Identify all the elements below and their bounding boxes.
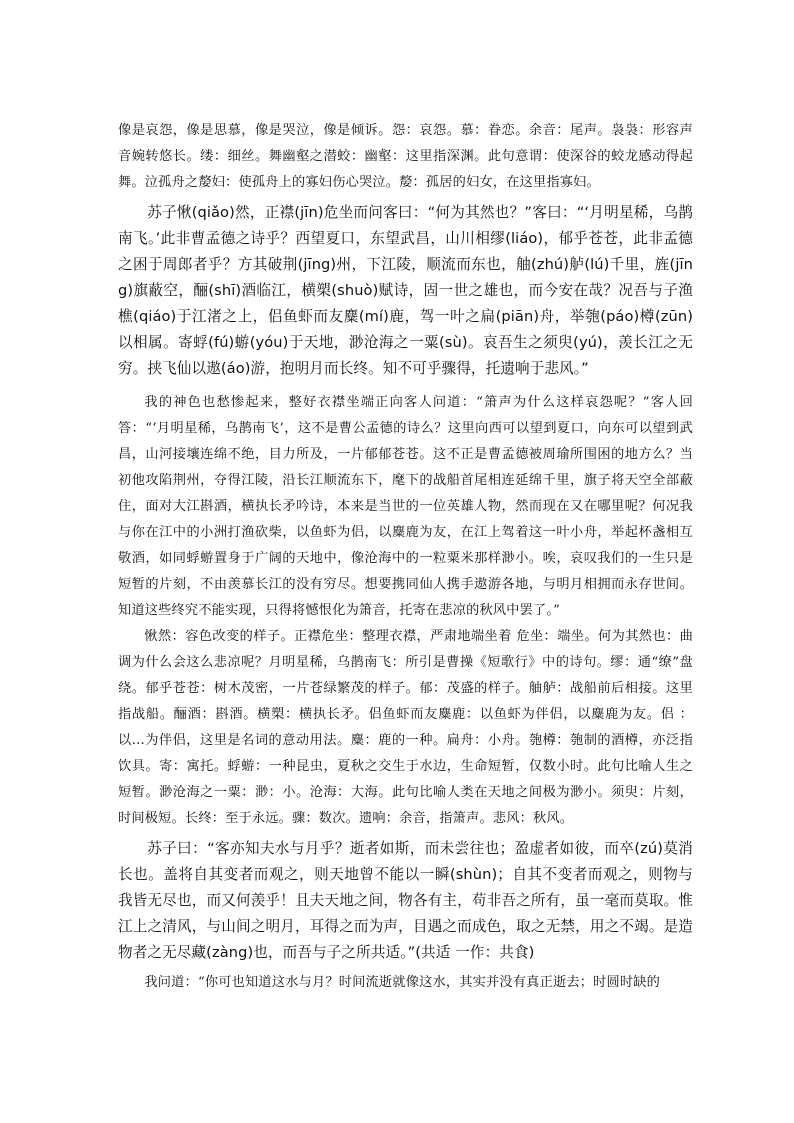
translation-paragraph: 我的神色也愁惨起来，整好衣襟坐端正向客人问道：“箫声为什么这样哀怨呢？”客人回答：“‘月明星稀，乌鹊南飞’，这不是曹公孟德的诗么？这里向西可以望到夏口，向东可以望到武昌，山河接壤连绵不绝，目力所及，一片郁郁苍苍。这不正是曹孟德被周瑜所围困的地方么？当初他攻陷荆州，夺得江陵，沿长江顺流东下，麾下的战船首尾相连延绵千里，旗子将天空全部蔽住，面对大江斟酒，横执长矛吟诗，本来是当世的一位英雄人物，然而现在又在哪里呢？何况我与你在江中的小洲打渔砍柴，以鱼虾为侣，以麋鹿为友，在江上驾着这一叶小舟，举起杯盏相互敬酒，如同蜉蝣置身于广阔的天地中，像沧海中的一粒粟米那样渺小。唉，哀叹我们的一生只是短暂的片刻，不由羡慕长江的没有穷尽。想要携同仙人携手遨游各地，与明月相拥而永存世间。知道这些终究不能实现，只得将憾恨化为箫音，托寄在悲凉的秋风中罢了。” xyxy=(118,395,693,618)
translation-paragraph: 我问道：“你可也知道这水与月？时间流逝就像这水，其实并没有真正逝去；时圆时缺的 xyxy=(144,975,661,990)
original-text-paragraph: 苏子愀(qiǎo)然，正襟(jīn)危坐而问客曰：“何为其然也？”客曰：“‘月明星稀，乌鹊南飞。’此非曹孟德之诗乎？西望夏口，东望武昌，山川相缪(liáo)，郁乎苍苍，此非孟德之困于周郎者乎？方其破荆(jīng)州，下江陵，顺流而东也，舳(zhú)舻(lú)千里，旌(jīng)旗蔽空，酾(shī)酒临江，横槊(shuò)赋诗，固一世之雄也，而今安在哉？况吾与子渔樵(qiáo)于江渚之上，侣鱼虾而友麋(mí)鹿，驾一叶之扁(piān)舟，举匏(páo)樽(zūn)以相属。寄蜉(fú)蝣(yóu)于天地，渺沧海之一粟(sù)。哀吾生之须臾(yú)，羡长江之无穷。挟飞仙以遨(áo)游，抱明月而长终。知不可乎骤得，托遗响于悲风。” xyxy=(118,204,693,377)
document-page xyxy=(118,118,693,996)
annotation-paragraph: 愀然：容色改变的样子。正襟危坐：整理衣襟，严肃地端坐着 危坐：端坐。何为其然也：曲调为什么会这么悲凉呢？月明星稀，乌鹊南飞：所引是曹操《短歌行》中的诗句。缪：通“缭”盘绕。郁乎苍苍：树木茂密，一片苍绿繁茂的样子。郁：茂盛的样子。舳舻：战船前后相接。这里指战船。酾酒：斟酒。横槊：横执长矛。侣鱼虾而友麋鹿：以鱼虾为伴侣，以麋鹿为友。侣 ：以...为伴侣，这里是名词的意动用法。麋：鹿的一种。扁舟：小舟。匏樽：匏制的酒樽，亦泛指饮具。寄：寓托。蜉蝣：一种昆虫，夏秋之交生于水边，生命短暂，仅数小时。此句比喻人生之短暂。渺沧海之一粟：渺：小。沧海：大海。此句比喻人类在天地之间极为渺小。须臾：片刻，时间极短。长终：至于永远。骤：数次。遗响：余音，指箫声。悲风：秋风。 xyxy=(118,629,693,826)
original-text-paragraph: 苏子曰：“客亦知夫水与月乎？逝者如斯，而未尝往也；盈虚者如彼，而卒(zú)莫消长也。盖将自其变者而观之，则天地曾不能以一瞬(shùn)；自其不变者而观之，则物与我皆无尽也，而又何羡乎！且夫天地之间，物各有主，苟非吾之所有，虽一毫而莫取。惟江上之清风，与山间之明月，耳得之而为声，目遇之而成色，取之无禁，用之不竭。是造物者之无尽藏(zàng)也，而吾与子之所共适。”(共适 一作：共食) xyxy=(118,840,693,961)
annotation-paragraph: 像是哀怨，像是思慕，像是哭泣，像是倾诉。怨：哀怨。慕：眷恋。余音：尾声。袅袅：形容声音婉转悠长。缕：细丝。舞幽壑之潜蛟：幽壑：这里指深渊。此句意谓：使深谷的蛟龙感动得起舞。泣孤舟之嫠妇：使孤舟上的寡妇伤心哭泣。嫠：孤居的妇女，在这里指寡妇。 xyxy=(118,123,693,190)
